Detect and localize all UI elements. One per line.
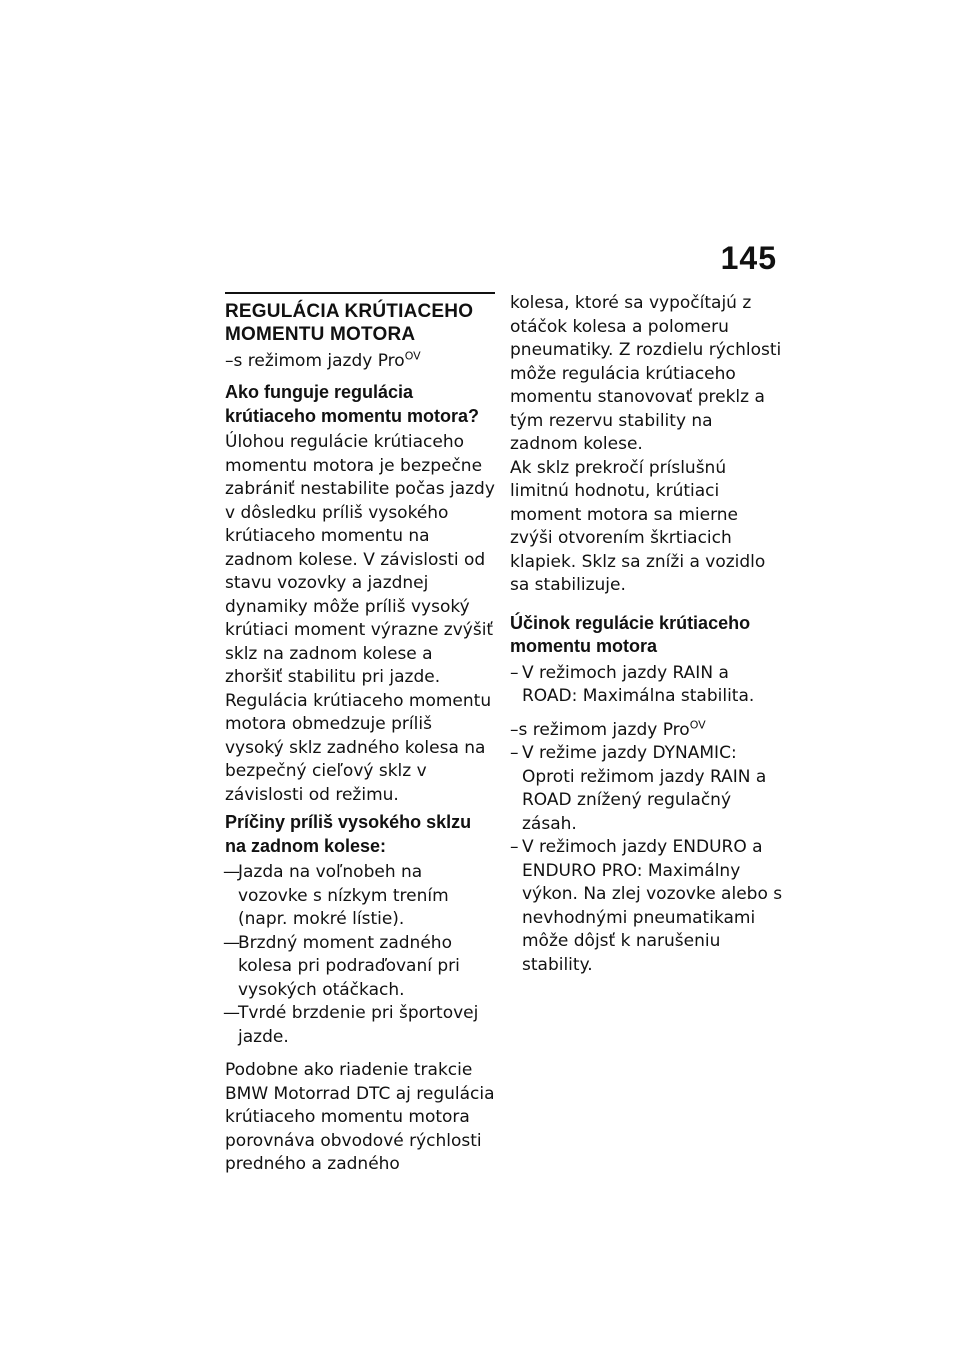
list-item: — Jazda na voľnobeh na vozovke s nízkym trením (napr. mokré lístie). <box>225 861 495 932</box>
question-causes: Príčiny príliš vysokého sklzu na zadnom kolese: <box>225 812 472 856</box>
list-item: – V režimoch jazdy ENDURO a ENDURO PRO: Maximálny výkon. Na zlej vozovke alebo s nevhodnými pneumatikami môže dôjsť k narušeniu stability. <box>510 836 785 977</box>
heading-effect: Účinok regulácie krútiaceho momentu motora <box>510 612 751 656</box>
causes-list <box>225 861 495 1049</box>
paragraph-continuation: kolesa, ktoré sa vypočítajú z otáčok kolesa a polomeru pneumatiky. Z rozdielu rýchlosti môže regulácia krútiaceho momentu stanovovať preklz a tým rezervu stability na zadnom kolese. <box>510 293 782 454</box>
question-how-it-works: Ako funguje regulácia krútiaceho momentu motora? <box>225 382 480 426</box>
list-item: – V režimoch jazdy RAIN a ROAD: Maximálna stabilita. <box>510 662 785 709</box>
section-title: REGULÁCIA KRÚTIACEHO MOMENTU MOTORA <box>225 301 474 345</box>
effects-list-basic <box>510 662 785 709</box>
paragraph-purpose: Úlohou regulácie krútiaceho momentu motora je bezpečne zabrániť nestabilite počas jazdy v dôsledku príliš vysokého krútiaceho momentu na zadnom kolese. V závislosti od stavu vozovky a jazdnej dynamiky môže príliš vysoký krútiaci moment výrazne zvýšiť sklz na zadnom kolese a zhoršiť stabilitu pri jazde. Regulácia krútiaceho momentu motora obmedzuje príliš vysoký sklz zadného kolesa na bezpečný cieľový sklz v závislosti od režimu. <box>225 432 495 805</box>
condition-superscript: OV <box>689 717 706 731</box>
condition-note: –s režimom jazdy Pro$^{OV}$ <box>225 349 421 371</box>
condition-note: –s režimom jazdy Pro$^{OV}$ <box>510 717 706 740</box>
paragraph-limit: Ak sklz prekročí príslušnú limitnú hodnotu, krútiaci moment motora sa mierne zvýši otvorením škrtiacich klapiek. Sklz sa zníži a vozidlo sa stabilizuje. <box>510 457 766 595</box>
page-number: 145 <box>720 240 777 276</box>
effects-list-pro <box>510 742 785 977</box>
condition-superscript: OV <box>404 349 421 363</box>
list-item: — Tvrdé brzdenie pri športovej jazde. <box>225 1002 495 1049</box>
right-column <box>510 292 785 987</box>
paragraph-comparison: Podobne ako riadenie trakcie BMW Motorrad DTC aj regulácia krútiaceho momentu motora porovnáva obvodové rýchlosti predného a zadného <box>225 1060 495 1174</box>
list-item: — Brzdný moment zadného kolesa pri podraďovaní pri vysokých otáčkach. <box>225 932 495 1003</box>
section-rule <box>225 292 495 294</box>
left-column <box>225 292 495 1181</box>
list-item: – V režime jazdy DYNAMIC: Oproti režimom jazdy RAIN a ROAD znížený regulačný zásah. <box>510 742 785 836</box>
